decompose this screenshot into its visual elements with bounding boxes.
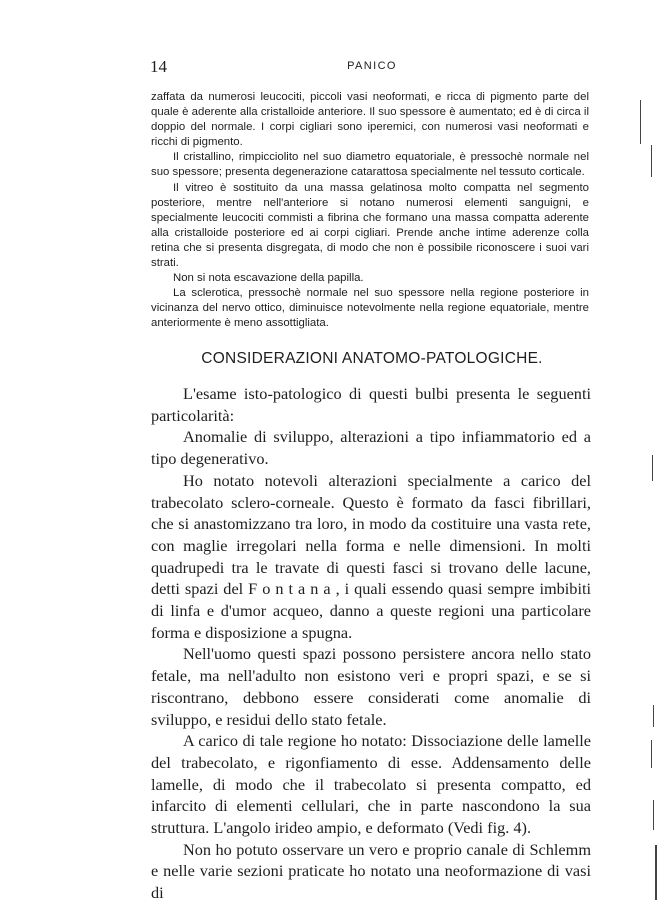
scan-edge-mark <box>640 100 641 144</box>
section-heading: CONSIDERAZIONI ANATOMO-PATOLOGICHE. <box>201 350 543 367</box>
scan-edge-mark <box>653 705 654 727</box>
scan-edge-mark <box>651 145 652 177</box>
main-text-section <box>151 383 591 904</box>
small-print-section <box>151 90 589 332</box>
paragraph-lens: Il cristallino, rimpicciolito nel suo diametro equatoriale, è pressochè normale nel suo spessore; presenta degenerazione catarattosa specialmente nel tessuto corticale. <box>151 151 589 179</box>
trabecular-text-start: Ho notato notevoli alterazioni specialmente a carico del trabecolato sclero-corneale. Questo è formato da fasci fibrillari, che si anastomizzano tra loro, in modo da costituire una vasta rete, con maglie irregolari nella forma e nelle dimensioni. In molti quadrupedi tra le travate di questi fasci si trovano delle lacune, detti spazi del <box>151 470 591 599</box>
scan-edge-mark <box>652 455 653 481</box>
page-header <box>150 55 594 79</box>
fontana-name: Fontana <box>248 579 336 599</box>
paragraph-papilla: Non si nota escavazione della papilla. <box>173 272 364 285</box>
paragraph-intro: L'esame isto-patologico di questi bulbi presenta le seguenti particolarità: <box>151 384 591 425</box>
paragraph-schlemm: Non ho potuto osservare un vero e proprio canale di Schlemm e nelle varie sezioni praticate ho notato una neoformazione di vasi di <box>151 839 591 903</box>
paragraph-sclera: La sclerotica, pressochè normale nel suo spessore nella regione posteriore in vicinanza del nervo ottico, diminuisce notevolmente nella regione equatoriale, mentre anteriormente è meno assottigliata. <box>151 287 589 330</box>
paragraph-trabecular <box>151 470 591 644</box>
paragraph-anomalies: Anomalie di sviluppo, alterazioni a tipo infiammatorio ed a tipo degenerativo. <box>151 427 591 469</box>
scan-edge-mark <box>655 845 657 900</box>
page-number: 14 <box>150 57 167 76</box>
paragraph-region: A carico di tale regione ho notato: Dissociazione delle lamelle del trabecolato, e rigonfiamento di esse. Addensamento delle lamelle, di modo che il trabecolato si presenta compatto, ed infarcito di elementi cellulari, che in parte nascondono la sua struttura. L'angolo irideo ampio, e deformato (Vedi fig. 4). <box>151 731 591 838</box>
running-head: PANICO <box>347 60 397 72</box>
paragraph-human: Nell'uomo questi spazi possono persistere ancora nello stato fetale, ma nell'adulto non esistono veri e propri spazi, e se si riscontrano, debbono essere considerati come anomalie di sviluppo, e residui dello stato fetale. <box>151 644 591 729</box>
scan-edge-mark <box>651 740 652 768</box>
trabecular-text-end: , i quali essendo quasi sempre imbibiti di linfa e d'umor acqueo, danno a queste regioni una particolare forma e disposizione a spugna. <box>151 579 592 642</box>
paragraph-iris: zaffata da numerosi leucociti, piccoli vasi neoformati, e ricca di pigmento parte del quale è aderente alla cristalloide anteriore. Il suo spessore è aumentato; ed è di circa il doppio del normale. I corpi cigliari sono iperemici, con numerosi vasi neoformati e ricchi di pigmento. <box>151 91 589 149</box>
paragraph-vitreous: Il vitreo è sostituito da una massa gelatinosa molto compatta nel segmento posteriore, mentre nell'anteriore si notano numerosi elementi sanguigni, e specialmente leucociti commisti a fibrina che formano una massa compatta aderente alla cristalloide posteriore ed ai corpi cigliari. Prende anche intime aderenze colla retina che si presenta disgregata, di modo che non è possibile riconoscere i suoi vari strati. <box>151 181 589 270</box>
scan-edge-mark <box>653 800 654 830</box>
